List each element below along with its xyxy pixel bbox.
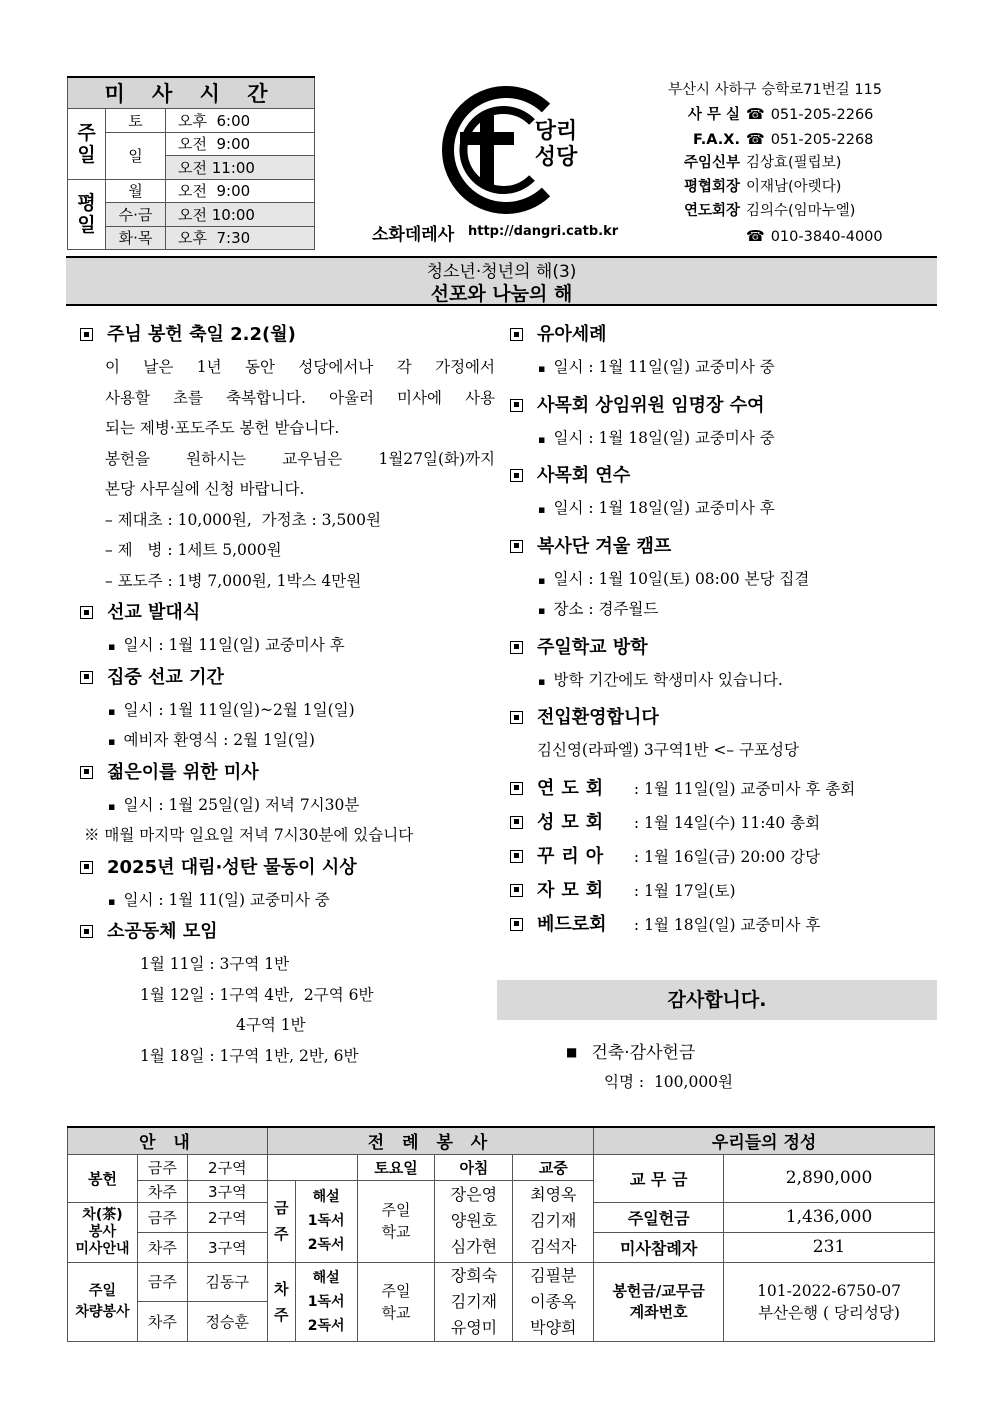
square-bullet-icon — [510, 850, 523, 863]
list-item: ▪ 방학 기간에도 학생미사 있습니다. — [510, 665, 940, 696]
list-item: 1월 18일 : 1구역 1반, 2반, 6반 — [140, 1046, 359, 1065]
list-item: ▪ 일시 : 1월 11일(일) 교중미사 후 — [80, 630, 495, 661]
next-morning-names: 장희숙 김기재 유영미 — [435, 1262, 513, 1341]
fax-number: 051-205-2268 — [770, 131, 874, 148]
phone-icon: ☎ — [746, 105, 765, 124]
offertory-this: 2구역 — [187, 1154, 267, 1180]
list-item: ▪ 일시 : 1월 18일(일) 교중미사 중 — [510, 423, 940, 454]
week-label: 금주 — [137, 1154, 187, 1180]
sunday-school-label: 주일 학교 — [357, 1180, 435, 1262]
mass-schedule-title: 미 사 시 간 — [68, 77, 315, 109]
offertory-next: 3구역 — [187, 1180, 267, 1202]
square-bullet-icon — [510, 399, 523, 412]
account-label: 봉헌금/교무금 계좌번호 — [594, 1262, 724, 1341]
mass-time: 오후 7:30 — [166, 226, 315, 250]
account-bank: 부산은행 ( 당리성당) — [758, 1303, 900, 1322]
mass-day: 토 — [106, 109, 166, 133]
legion-name: 김의수(임마누엘) — [746, 203, 856, 220]
website-link[interactable]: http://dangri.catb.kr — [468, 224, 619, 239]
roles-label: 해설 1독서 2독서 — [295, 1180, 357, 1262]
roles-label: 해설 1독서 2독서 — [295, 1262, 357, 1341]
address: 부산시 사하구 승학로71번길 115 — [668, 82, 883, 98]
list-item: ▪ 일시 : 1월 11일(일) 교중미사 중 — [510, 352, 940, 383]
next-week-label: 차 주 — [267, 1262, 295, 1341]
section-heading: 젊은이를 위한 미사 — [80, 756, 495, 790]
section-heading: 유아세례 — [510, 318, 940, 352]
square-bullet-icon — [510, 469, 523, 482]
donation-detail: 익명 : 100,000원 — [604, 1073, 734, 1091]
week-label: 차주 — [137, 1232, 187, 1262]
donation-item: ■ 건축·감사헌금 — [566, 1037, 733, 1067]
mass-time: 오후 6:00 — [166, 109, 315, 133]
meeting-row: 자모회 : 1월 17일(토) — [510, 874, 940, 908]
account-number: 101-2022-6750-07 — [757, 1281, 901, 1300]
parish-saint: 소화데레사 — [372, 225, 455, 245]
parish-logo — [428, 80, 596, 220]
paragraph-line: 되는 제병·포도주도 봉헌 받습니다. — [105, 419, 340, 437]
square-bullet-icon — [510, 328, 523, 341]
col-saturday: 토요일 — [357, 1154, 435, 1180]
service-table — [67, 1126, 935, 1342]
attendance-count: 231 — [724, 1232, 935, 1262]
price-item: – 제 병 : 1세트 5,000원 — [105, 541, 282, 559]
fax-label: F.A.X. — [693, 131, 740, 148]
meeting-row: 베드로회 : 1월 18일(일) 교중미사 후 — [510, 908, 940, 942]
pastor-label: 주임신부 — [683, 154, 740, 171]
this-morning-names: 장은영 양원호 심가현 — [435, 1180, 513, 1262]
list-item: ▪ 일시 : 1월 25일(일) 저녁 7시30분 — [80, 790, 495, 821]
square-bullet-icon — [510, 918, 523, 931]
mass-time: 오전 11:00 — [166, 156, 315, 180]
square-bullet-icon — [80, 766, 93, 779]
square-bullet-icon — [80, 328, 93, 341]
section-heading: 사목회 상임위원 임명장 수여 — [510, 389, 940, 423]
mass-time: 오전 9:00 — [166, 179, 315, 203]
section-heading: 주일학교 방학 — [510, 631, 940, 665]
section-heading: 선교 발대식 — [80, 596, 495, 630]
legion-phone: 010-3840-4000 — [770, 228, 883, 245]
pastor-name: 김상효(필립보) — [746, 154, 842, 171]
logo-text-2: 성당 — [534, 145, 578, 170]
phone-icon: ☎ — [746, 129, 765, 148]
meeting-row: 연도회 : 1월 11일(일) 교중미사 후 총회 — [510, 772, 940, 806]
mass-day: 수·금 — [106, 203, 166, 227]
col-morning: 아침 — [435, 1154, 513, 1180]
office-phone: 051-205-2266 — [770, 107, 874, 124]
cross-icon — [480, 114, 494, 186]
section-heading: 2025년 대림·성탄 물동이 시상 — [80, 851, 495, 885]
square-bullet-icon — [80, 861, 93, 874]
announcements-right — [510, 318, 940, 942]
weekday-label: 평 일 — [68, 179, 106, 250]
section-heading: 전입환영합니다 — [510, 701, 940, 735]
legion-label: 연도회장 — [683, 203, 740, 220]
parking-label: 주일 차량봉사 — [68, 1262, 138, 1341]
sunday-label: 주 일 — [68, 109, 106, 180]
note: ※ 매월 마지막 일요일 저녁 7시30분에 있습니다 — [84, 826, 414, 844]
square-bullet-icon — [510, 711, 523, 724]
square-bullet-icon — [80, 606, 93, 619]
list-item: ▪ 일시 : 1월 11일(일)~2월 1일(일) — [80, 695, 495, 726]
week-label: 금주 — [137, 1262, 187, 1302]
contact-info — [668, 78, 883, 248]
next-main-names: 김필분 이종옥 박양희 — [513, 1262, 594, 1341]
this-main-names: 최영옥 김기재 김석자 — [513, 1180, 594, 1262]
list-item: 1월 12일 : 1구역 4반, 2구역 6반 — [140, 985, 374, 1004]
theme-banner — [66, 256, 937, 306]
offertory-label: 봉헌 — [68, 1154, 138, 1202]
week-label: 차주 — [137, 1302, 187, 1342]
price-item: – 포도주 : 1병 7,000원, 1박스 4만원 — [105, 571, 362, 590]
offering-header: 우리들의 정성 — [594, 1127, 935, 1154]
week-label: 금주 — [137, 1202, 187, 1232]
list-item: ▪ 일시 : 1월 11(일) 교중미사 중 — [80, 885, 495, 916]
paragraph-line: 사용할 초를 축복합니다. 아울러 미사에 사용 — [105, 388, 495, 407]
this-week-label: 금 주 — [267, 1180, 295, 1262]
mass-day: 화·목 — [106, 226, 166, 250]
list-item: ▪ 일시 : 1월 10일(토) 08:00 본당 집결 — [510, 564, 940, 595]
week-label: 차주 — [137, 1180, 187, 1202]
council-label: 평협회장 — [683, 179, 740, 196]
sunday-school-label: 주일 학교 — [357, 1262, 435, 1341]
list-item: 4구역 1반 — [236, 1016, 306, 1034]
mass-schedule-table — [67, 76, 315, 250]
mass-day: 월 — [106, 179, 166, 203]
section-heading: 집중 선교 기간 — [80, 661, 495, 695]
tea-label: 차(茶) 봉사 미사안내 — [68, 1202, 138, 1262]
section-heading: 소공동체 모임 — [80, 915, 495, 949]
tea-this: 2구역 — [187, 1202, 267, 1232]
tea-next: 3구역 — [187, 1232, 267, 1262]
col-main: 교중 — [513, 1154, 594, 1180]
square-bullet-icon — [510, 540, 523, 553]
logo-text-1: 당리 — [534, 119, 578, 144]
section-heading: 주님 봉헌 축일 2.2(월) — [80, 318, 495, 352]
list-item: ▪ 예비자 환영식 : 2월 1일(일) — [80, 725, 495, 756]
paragraph-line: 봉헌을 원하시는 교우님은 1월27일(화)까지 — [105, 449, 495, 468]
duty-amount: 2,890,000 — [724, 1154, 935, 1202]
parking-next: 정승훈 — [187, 1302, 267, 1342]
square-bullet-icon — [510, 816, 523, 829]
mass-time: 오전 9:00 — [166, 132, 315, 156]
square-bullet-icon — [510, 884, 523, 897]
liturgy-header: 전 례 봉 사 — [267, 1127, 594, 1154]
section-heading: 복사단 겨울 캠프 — [510, 530, 940, 564]
list-item: ▪ 장소 : 경주월드 — [510, 594, 940, 625]
parking-this: 김동구 — [187, 1262, 267, 1302]
square-bullet-icon — [510, 641, 523, 654]
mass-day: 일 — [106, 132, 166, 179]
guide-header: 안 내 — [68, 1127, 268, 1154]
office-label: 사 무 실 — [687, 107, 740, 124]
banner-line-1: 청소년·청년의 해(3) — [426, 262, 577, 282]
square-bullet-icon — [80, 925, 93, 938]
announcements-left — [80, 318, 495, 1071]
meeting-row: 꾸리아 : 1월 16일(금) 20:00 강당 — [510, 840, 940, 874]
duty-label: 교 무 금 — [594, 1154, 724, 1202]
council-name: 이재남(아렛다) — [746, 179, 842, 196]
list-item: 1월 11일 : 3구역 1반 — [140, 955, 290, 973]
list-item: 김신영(라파엘) 3구역1반 <– 구포성당 — [537, 741, 799, 759]
meeting-row: 성모회 : 1월 14일(수) 11:40 총회 — [510, 806, 940, 840]
phone-icon: ☎ — [746, 226, 765, 245]
banner-line-2: 선포와 나눔의 해 — [430, 283, 573, 305]
paragraph-line: 본당 사무실에 신청 바랍니다. — [105, 480, 305, 498]
price-item: – 제대초 : 10,000원, 가정초 : 3,500원 — [105, 510, 382, 529]
attendance-label: 미사참례자 — [594, 1232, 724, 1262]
paragraph-line: 이 날은 1년 동안 성당에서나 각 가정에서 — [105, 358, 495, 376]
list-item: ▪ 일시 : 1월 18일(일) 교중미사 후 — [510, 493, 940, 524]
donation-list — [566, 1037, 733, 1097]
square-bullet-icon — [510, 782, 523, 795]
section-heading: 사목회 연수 — [510, 459, 940, 493]
sunday-offering-label: 주일헌금 — [594, 1202, 724, 1232]
square-bullet-icon — [80, 671, 93, 684]
mass-time: 오전 10:00 — [166, 203, 315, 227]
sunday-offering-amount: 1,436,000 — [724, 1202, 935, 1232]
thanks-heading: 감사합니다. — [497, 980, 937, 1020]
